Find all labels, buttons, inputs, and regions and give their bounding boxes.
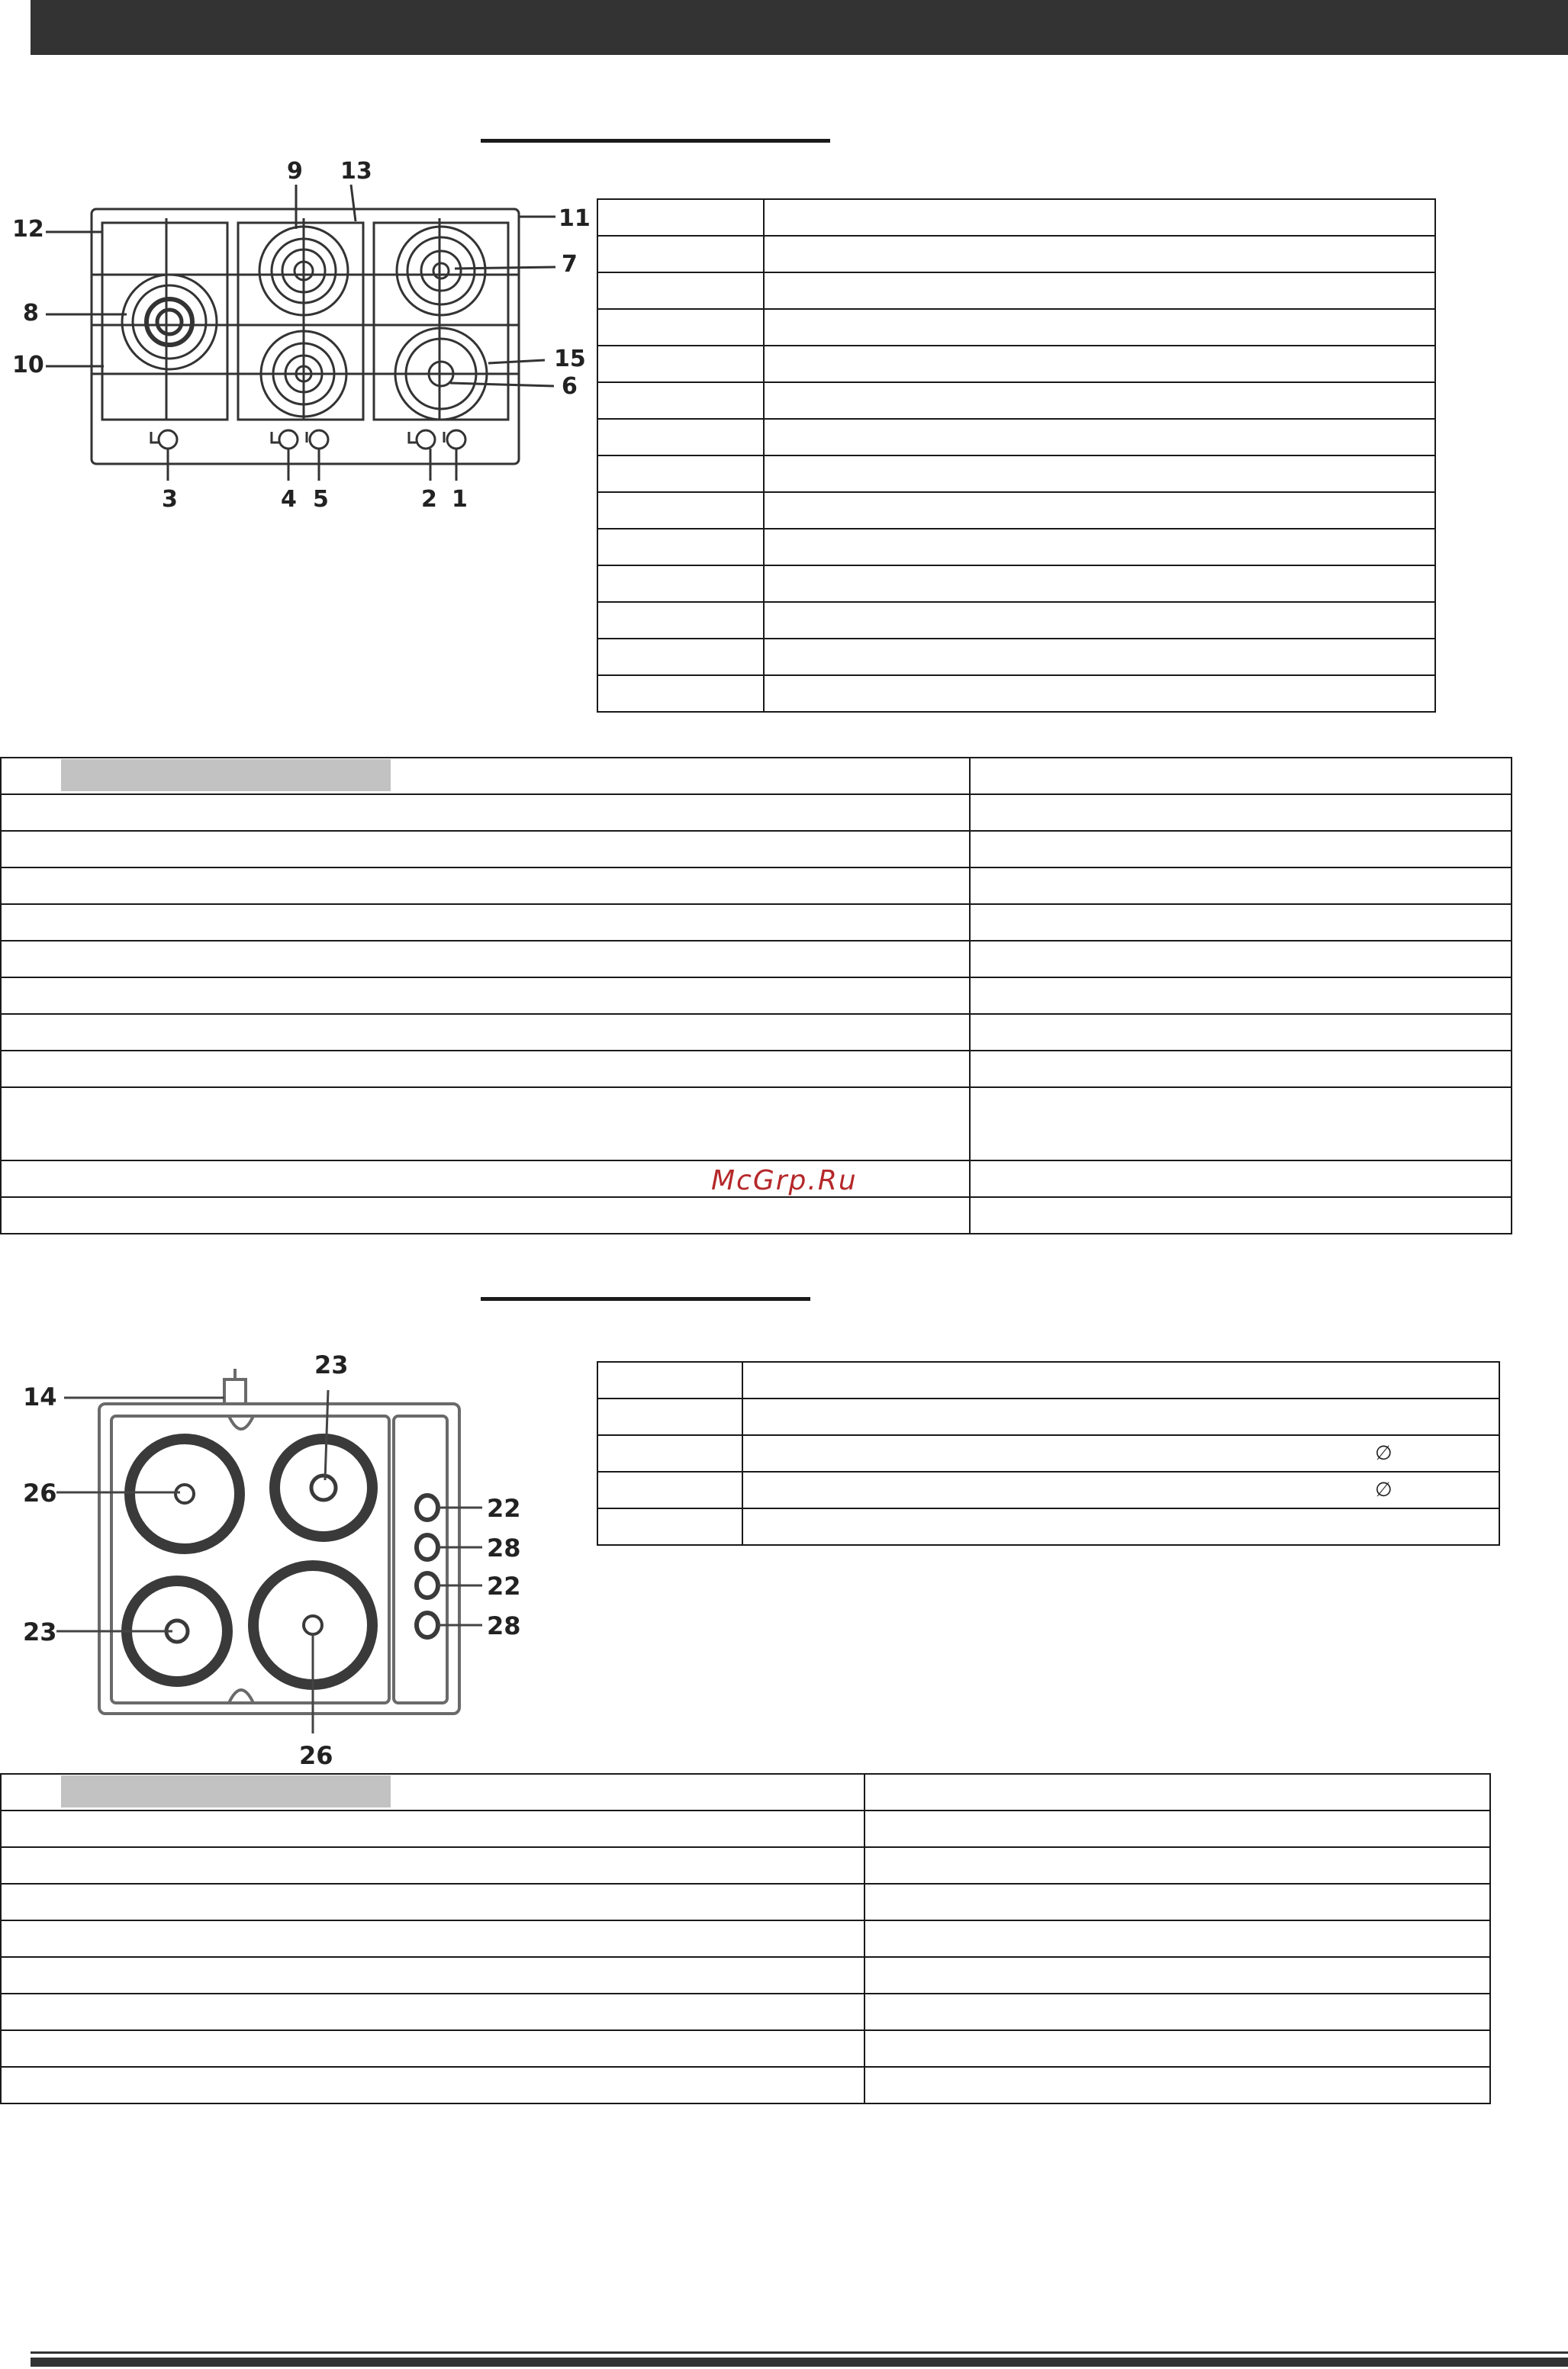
diameter-symbol: ∅ — [1375, 1479, 1393, 1502]
shaded-header-cell — [61, 1775, 391, 1807]
diameter-symbol: ∅ — [1375, 1442, 1393, 1465]
knob-22-bottom-icon — [417, 1573, 438, 1598]
callout-22-bottom: 22 — [487, 1572, 521, 1601]
electric-hob-legend-table — [597, 1361, 1500, 1546]
callout-11: 11 — [559, 205, 591, 232]
table-row — [597, 346, 1435, 382]
table-row — [597, 565, 1435, 602]
table-row — [1, 1811, 1490, 1847]
table-row — [597, 382, 1435, 419]
callout-8: 8 — [23, 300, 39, 327]
header-bar — [31, 0, 1568, 55]
knob-1-icon — [444, 430, 465, 449]
footer-rule-thin — [31, 2351, 1568, 2354]
table-row — [597, 199, 1435, 236]
table-row — [597, 1508, 1499, 1545]
callout-15: 15 — [554, 346, 586, 372]
table-row — [1, 2030, 1490, 2067]
table-row — [1, 941, 1512, 977]
callout-26-left: 26 — [23, 1479, 57, 1508]
watermark: McGrp.Ru — [711, 1165, 858, 1196]
gas-hob-diagram — [0, 153, 595, 519]
section-title-underline-electric — [481, 1297, 810, 1301]
burner-7-icon — [397, 227, 485, 315]
knob-5-icon — [307, 430, 328, 449]
table-row — [597, 272, 1435, 309]
table-row — [597, 492, 1435, 529]
callout-14: 14 — [23, 1382, 57, 1411]
table-row — [597, 236, 1435, 272]
knob-28-top-icon — [417, 1535, 438, 1559]
footer-rule — [31, 2358, 1568, 2367]
burner-8-icon — [122, 275, 217, 369]
callout-10: 10 — [12, 352, 44, 378]
table-row — [597, 309, 1435, 346]
table-row — [1, 977, 1512, 1014]
table-row — [1, 1994, 1490, 2030]
table-row — [1, 1957, 1490, 1994]
callout-4: 4 — [281, 486, 297, 513]
callout-7: 7 — [562, 251, 578, 278]
table-row — [597, 639, 1435, 675]
table-row — [597, 602, 1435, 639]
table-row — [1, 1847, 1490, 1884]
knob-4-icon — [272, 430, 298, 449]
shaded-header-cell — [61, 759, 391, 791]
table-row — [597, 675, 1435, 712]
callout-28-top: 28 — [487, 1534, 521, 1563]
electric-hob-diagram — [0, 1343, 549, 1778]
section-title-underline-gas — [481, 139, 830, 143]
callout-23-left: 23 — [23, 1617, 57, 1646]
callout-26-bottom: 26 — [299, 1741, 333, 1770]
table-row — [1, 1884, 1490, 1920]
table-row — [597, 1472, 1499, 1508]
table-row — [1, 1197, 1512, 1234]
callout-13: 13 — [340, 158, 372, 185]
hotplate-23-top-icon — [275, 1439, 372, 1537]
table-row — [597, 1435, 1499, 1472]
callout-28-bottom: 28 — [487, 1611, 521, 1640]
table-row — [1, 1051, 1512, 1087]
callout-9: 9 — [287, 158, 303, 185]
gas-hob-spec-table — [0, 757, 1512, 1234]
table-row — [1, 1087, 1512, 1160]
table-row — [597, 455, 1435, 492]
knob-3-icon — [151, 430, 177, 449]
table-row — [1, 904, 1512, 941]
table-row — [1, 2067, 1490, 2103]
callout-6: 6 — [562, 373, 578, 400]
hotplate-26-top-icon — [130, 1439, 240, 1549]
table-row — [1, 867, 1512, 904]
electric-hob-spec-table — [0, 1773, 1491, 2104]
table-row — [597, 1362, 1499, 1399]
table-row — [1, 831, 1512, 867]
callout-22-top: 22 — [487, 1494, 521, 1523]
callout-12: 12 — [12, 216, 44, 243]
callout-5: 5 — [313, 486, 329, 513]
table-row — [597, 419, 1435, 455]
callout-3: 3 — [162, 486, 178, 513]
table-row — [1, 794, 1512, 831]
table-row — [1, 1014, 1512, 1051]
knob-22-top-icon — [417, 1495, 438, 1520]
table-row — [1, 1920, 1490, 1957]
knob-2-icon — [409, 430, 435, 449]
callout-2: 2 — [421, 486, 437, 513]
callout-23-top: 23 — [314, 1350, 349, 1379]
table-row — [597, 529, 1435, 565]
callout-1: 1 — [452, 486, 468, 513]
gas-hob-legend-table — [597, 198, 1436, 713]
knob-28-bottom-icon — [417, 1613, 438, 1637]
table-row — [597, 1399, 1499, 1435]
